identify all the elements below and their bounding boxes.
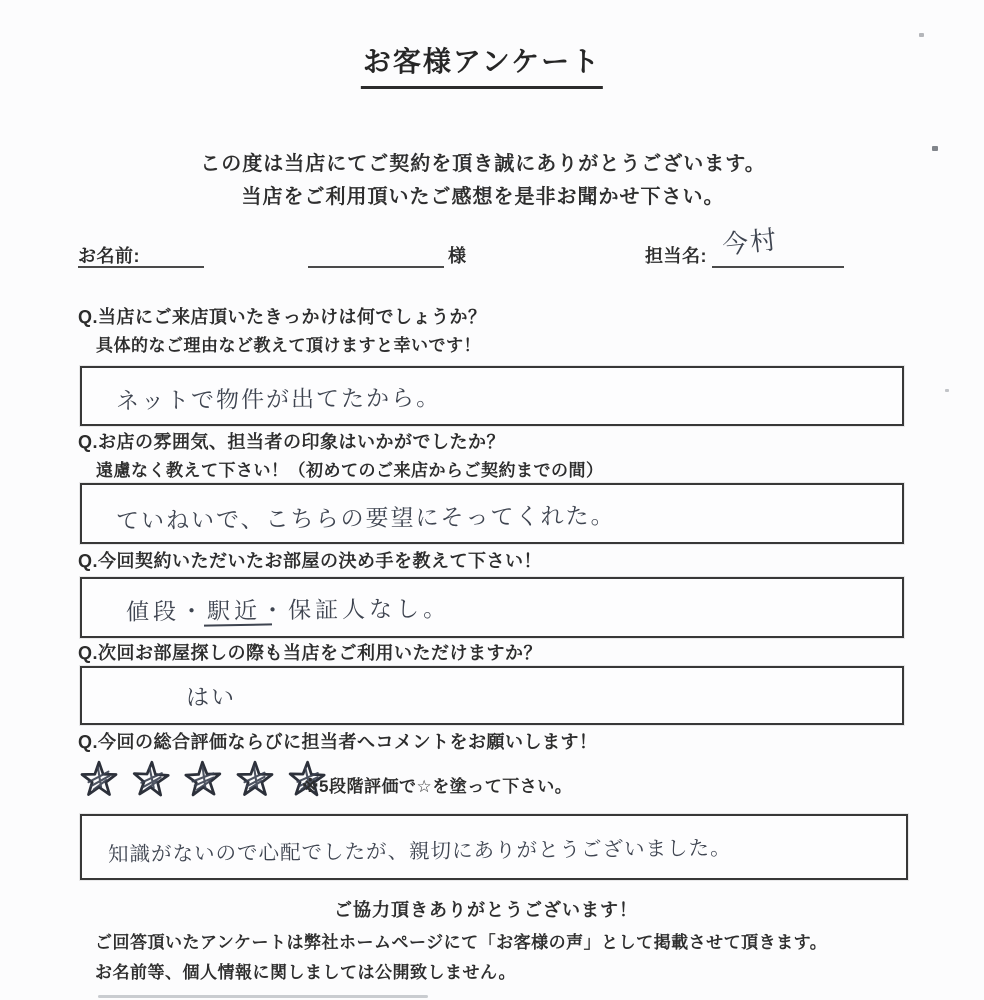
answer-1-handwriting: ネットで物件が出てたから。: [115, 384, 442, 414]
footer-thanks: ご協力頂きありがとうございます！: [334, 900, 638, 920]
question-3: Q.今回契約いただいたお部屋の決め手を教えて下さい！: [78, 551, 542, 571]
answer-box-5: [80, 814, 908, 880]
question-2: Q.お店の雰囲気、担当者の印象はいかがでしたか？: [78, 432, 505, 452]
question-5: Q.今回の総合評価ならびに担当者へコメントをお願いします！: [78, 732, 598, 752]
question-1: Q.当店にご来店頂いたきっかけは何でしょうか？: [78, 307, 487, 327]
staff-label: 担当名:: [645, 246, 707, 266]
answer-box-2: [80, 483, 904, 544]
footer-privacy-note: お名前等、個人情報に関しましては公開致しません。: [95, 963, 517, 982]
star-icon: [78, 756, 120, 802]
answer-box-4: [80, 666, 904, 725]
staff-name-handwriting: 今村: [720, 224, 780, 260]
intro-line-2: 当店をご利用頂いたご感想を是非お聞かせ下さい。: [241, 186, 725, 208]
star-icon: [129, 755, 173, 803]
answer-2-handwriting: ていねいで、こちらの要望にそってくれた。: [115, 502, 616, 534]
scan-speck: [919, 33, 924, 37]
scan-edge-artifact: [98, 995, 428, 998]
answer-3-handwriting: 値段・駅近・保証人なし。: [125, 595, 451, 625]
name-underline-1: [78, 266, 204, 268]
question-1-sub: 具体的なご理由など教えて頂けますと幸いです！: [96, 336, 481, 355]
answer-5-handwriting: 知識がないので心配でしたが、親切にありがとうございました。: [107, 836, 732, 867]
answer-4-handwriting: はい: [185, 683, 237, 711]
answer-3-hand-underline: [204, 623, 272, 626]
name-label: お名前:: [78, 246, 140, 266]
star-icon: [234, 756, 276, 802]
honorific-label: 様: [448, 246, 467, 266]
question-4: Q.次回お部屋探しの際も当店をご利用いただけますか？: [78, 643, 542, 663]
name-underline-2: [308, 266, 444, 268]
intro-text: [0, 148, 966, 214]
scan-speck: [945, 389, 949, 392]
answer-box-1: [80, 366, 904, 426]
scan-speck: [932, 146, 938, 151]
page-title: お客様アンケート: [361, 40, 603, 89]
answer-box-3: [80, 577, 904, 638]
intro-line-1: この度は当店にてご契約を頂き誠にありがとうございます。: [200, 153, 766, 175]
rating-note: ※5段階評価で☆を塗って下さい。: [302, 777, 573, 796]
staff-underline: [712, 266, 844, 268]
rating-stars: [78, 756, 328, 802]
star-icon: [181, 755, 225, 802]
question-2-sub: 遠慮なく教えて下さい！（初めてのご来店からご契約までの間）: [96, 461, 604, 480]
footer-publish-note: ご回答頂いたアンケートは弊社ホームページにて「お客様の声」として掲載させて頂きます。: [95, 933, 828, 952]
